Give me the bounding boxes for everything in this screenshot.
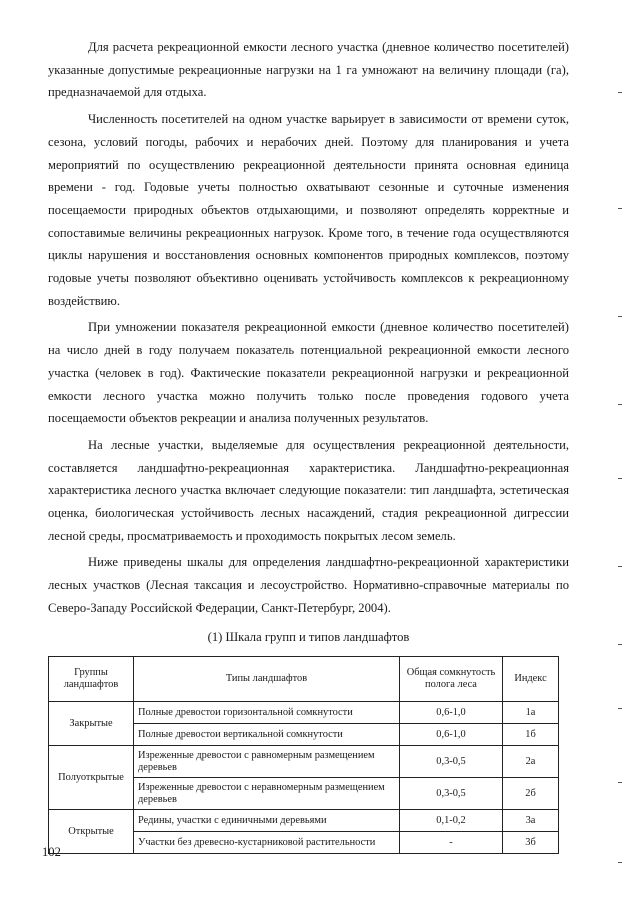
index-cell: 3б: [503, 832, 559, 854]
closure-cell: 0,3-0,5: [400, 778, 503, 810]
index-cell: 1б: [503, 724, 559, 746]
header-index: Индекс: [503, 657, 559, 702]
paragraph-capacity-calculation: Для расчета рекреационной емкости лесного участка (дневное количество посетителей) указанные допустимые рекреационные нагрузки на 1 га умножают на величину площади (га), предназначаемой для отдыха.: [48, 40, 569, 100]
closure-cell: 0,3-0,5: [400, 746, 503, 778]
body-text: [48, 36, 569, 624]
table-row: [49, 702, 559, 724]
group-semi-open: Полуоткрытые: [49, 746, 134, 810]
type-cell: Полные древостои вертикальной сомкнутости: [134, 724, 400, 746]
closure-cell: 0,6-1,0: [400, 724, 503, 746]
index-cell: 1а: [503, 702, 559, 724]
type-cell: Редины, участки с единичными деревьями: [134, 810, 400, 832]
header-group: Группы ландшафтов: [49, 657, 134, 702]
type-cell: Изреженные древостои с равномерным размещением деревьев: [134, 746, 400, 778]
closure-cell: 0,1-0,2: [400, 810, 503, 832]
header-closure: Общая сомкнутость полога леса: [400, 657, 503, 702]
type-cell: Полные древостои горизонтальной сомкнутости: [134, 702, 400, 724]
paragraph-potential-capacity: При умножении показателя рекреационной емкости (дневное количество посетителей) на число дней в году получаем показатель потенциальной рекреационной емкости лесного участка (человек в год). Фактические показатели рекреационной нагрузки и рекреационной емкости лесного участка можно получить только после проведения годового учета посещаемости объектов рекреации и анализа полученных результатов.: [48, 320, 569, 426]
page-number: 102: [42, 845, 61, 859]
closure-cell: -: [400, 832, 503, 854]
header-type: Типы ландшафтов: [134, 657, 400, 702]
closure-cell: 0,6-1,0: [400, 702, 503, 724]
index-cell: 2б: [503, 778, 559, 810]
table-row: [49, 810, 559, 832]
index-cell: 3а: [503, 810, 559, 832]
type-cell: Участки без древесно-кустарниковой растительности: [134, 832, 400, 854]
table-header-row: [49, 657, 559, 702]
paragraph-scales-intro: Ниже приведены шкалы для определения ландшафтно-рекреационной характеристики лесных участков (Лесная таксация и лесоустройство. Нормативно-справочные материалы по Северо-Западу Российской Федерации, Санкт-Петербург, 2004).: [48, 555, 569, 615]
type-cell: Изреженные древостои с неравномерным размещением деревьев: [134, 778, 400, 810]
group-open: Открытые: [49, 810, 134, 854]
landscape-scale-table: [48, 656, 559, 854]
table-row: [49, 746, 559, 778]
paragraph-landscape-characteristic: На лесные участки, выделяемые для осуществления рекреационной деятельности, составляется ландшафтно-рекреационная характеристика. Ландшафтно-рекреационная характеристика лесного участка включает следующие показатели: тип ландшафта, эстетическая оценка, биологическая устойчивость лесных насаждений, стадия рекреационной дигрессии лесной среды, просматриваемость и проходимость покрытых лесом земель.: [48, 437, 569, 543]
index-cell: 2а: [503, 746, 559, 778]
paragraph-visitor-numbers: Численность посетителей на одном участке варьирует в зависимости от времени суток, сезона, условий погоды, рабочих и нерабочих дней. Поэтому для планирования и учета мероприятий по осуществлению рекреационной деятельности принята основная единица времени - год. Годовые учеты полностью охватывают сезонные и суточные изменения посещаемости природных объектов отдыхающими, и позволяют определять корректные и сопоставимые величины рекреационных нагрузок. Кроме того, в течение года осуществляются циклы нарушения и восстановления основных компонентов природных комплексов, поэтому годовые учеты позволяют объективно оценивать устойчивость комплексов к рекреационному воздействию.: [48, 112, 569, 308]
table-caption: (1) Шкала групп и типов ландшафтов: [207, 630, 410, 644]
group-closed: Закрытые: [49, 702, 134, 746]
